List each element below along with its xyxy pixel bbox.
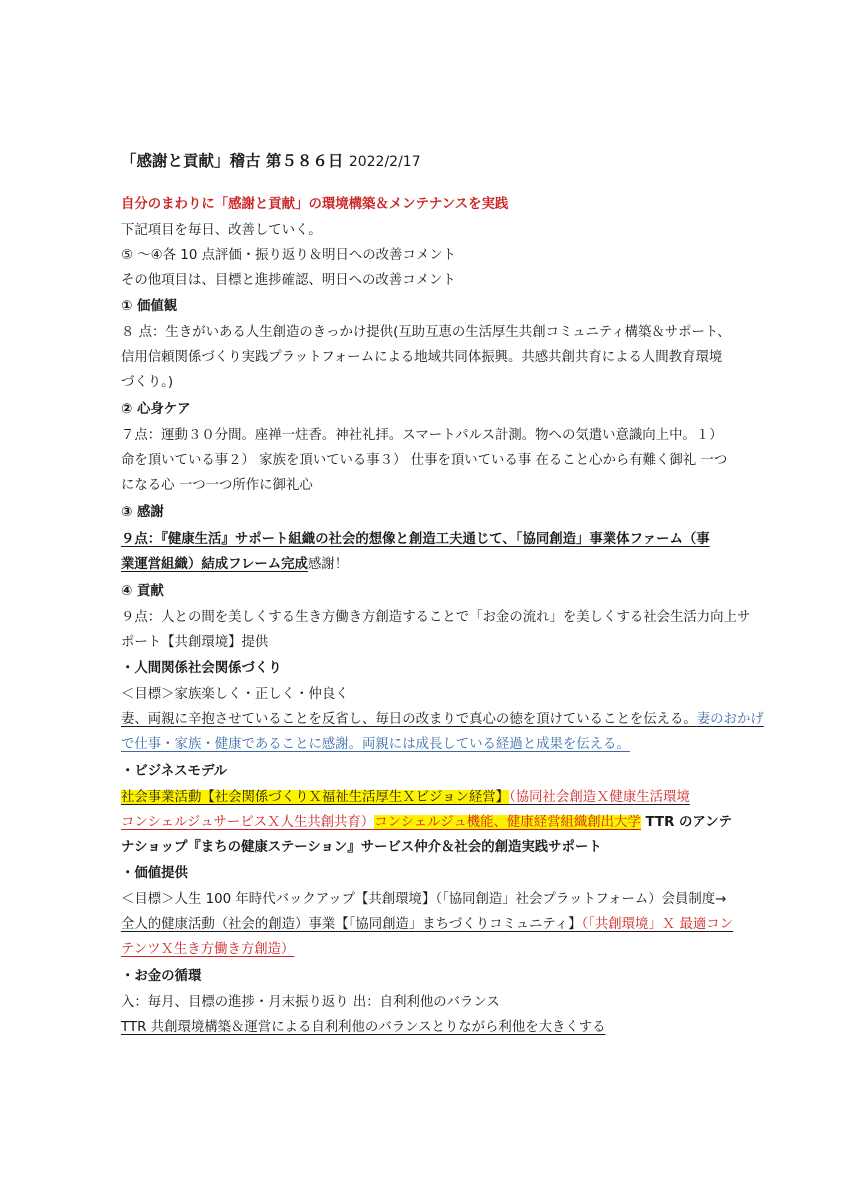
business-highlight-1: 社会事業活動【社会関係づくりＸ福祉生活厚生Ｘビジョン経営】 — [121, 790, 510, 805]
business-line-3: ナショップ『まちの健康ステーション』サービス仲介＆社会的創造実践サポート — [121, 840, 602, 855]
values-heading: ① 価値観 — [121, 299, 178, 314]
contribution-line-2: ポート【共創環境】提供 — [121, 635, 269, 650]
value-line-3: テンツＸ生き方働き方創造） — [121, 942, 295, 957]
intro-line-1: 下記項目を毎日、改善していく。 — [121, 223, 322, 238]
value-heading: ・価値提供 — [121, 866, 188, 881]
care-line-3: になる心 一つ一つ所作に御礼心 — [121, 478, 313, 493]
business-red-1: （協同社会創造Ｘ健康生活環境 — [509, 790, 690, 805]
business-tail: TTR のアンテ — [640, 815, 733, 830]
section-heading: 自分のまわりに「感謝と貢献」の環境構築＆メンテナンスを実践 — [121, 197, 509, 212]
gratitude-heading: ③ 感謝 — [121, 505, 164, 520]
relations-goal: ＜目標＞家族楽しく・正しく・仲良く — [121, 687, 349, 702]
gratitude-line-2 — [121, 555, 348, 575]
page-title — [121, 151, 421, 172]
relations-text-black: 妻、両親に辛抱させていることを反省し、毎日の改まりで真心の徳を頂けていることを伝える。 — [121, 712, 697, 727]
money-line-2: TTR 共創環境構築＆運営による自利利他のバランスとりながら利他を大きくする — [121, 1020, 606, 1035]
value-text-black: 全人的健康活動（社会的創造）事業【「協同創造」まちづくりコミュニティ】 — [121, 917, 582, 932]
relations-line-2: で仕事・家族・健康であることに感謝。両親には成長している経過と成果を伝える。 — [121, 737, 630, 752]
contribution-heading: ④ 貢献 — [121, 584, 164, 599]
money-heading: ・お金の循環 — [121, 969, 202, 984]
values-line-2: 信用信頼関係づくり実践プラットフォームによる地域共同体振興。共感共創共育による人間教育環境 — [121, 350, 723, 365]
values-line-1: ８ 点：生きがいある人生創造のきっかけ提供(互助互恵の生活厚生共創コミュニティ構築＆サポート、 — [121, 325, 731, 340]
business-highlight-2: コンシェルジュ機能、健康経営組織創出大学 — [374, 815, 641, 830]
gratitude-line-1: ９点：『健康生活』サポート組織の社会的想像と創造工夫通じて、「協同創造」事業体ファーム（事 — [121, 532, 710, 547]
contribution-line-1: ９点：人との間を美しくする生き方働き方創造することで「お金の流れ」を美しくする社会生活力向上サ — [121, 610, 751, 625]
intro-line-2: ⑤ ～④各 10 点評価・振り返り＆明日への改善コメント — [121, 248, 457, 263]
value-text-red: （「共創環境」Ｘ 最適コン — [581, 917, 734, 932]
title-date: 2022/2/17 — [348, 154, 421, 170]
title-text: 「感謝と貢献」稽古 第５８６日 — [121, 152, 344, 170]
intro-line-3: その他項目は、目標と進捗確認、明日への改善コメント — [121, 273, 456, 288]
gratitude-tail: 感謝！ — [307, 557, 349, 572]
values-line-3: づくり。) — [121, 375, 174, 390]
business-line-2 — [121, 813, 732, 833]
care-line-1: ７点：運動３０分間。座禅一炷香。神社礼拝。スマートパルス計測。物への気遣い意識向上中。１） — [121, 428, 723, 443]
money-line-1: 入：毎月、目標の進捗・月末振り返り 出：自利利他のバランス — [121, 995, 500, 1010]
value-line-1: ＜目標＞人生 100 年時代バックアップ【共創環境】（「協同創造」社会プラットフォーム）会員制度→ — [121, 892, 727, 907]
gratitude-bold: 業運営組織）結成フレーム完成 — [121, 557, 308, 572]
business-red-2: コンシェルジュサービスＸ人生共創共育） — [121, 815, 375, 830]
care-heading: ② 心身ケア — [121, 402, 191, 417]
value-line-2 — [121, 915, 733, 935]
business-line-1 — [121, 788, 690, 808]
relations-line-1 — [121, 710, 764, 730]
relations-heading: ・人間関係社会関係づくり — [121, 661, 282, 676]
relations-text-blue: 妻のおかげ — [696, 712, 764, 727]
business-heading: ・ビジネスモデル — [121, 764, 228, 779]
care-line-2: 命を頂いている事２） 家族を頂いている事３） 仕事を頂いている事 在ること心から有難く御礼 一つ — [121, 453, 728, 468]
